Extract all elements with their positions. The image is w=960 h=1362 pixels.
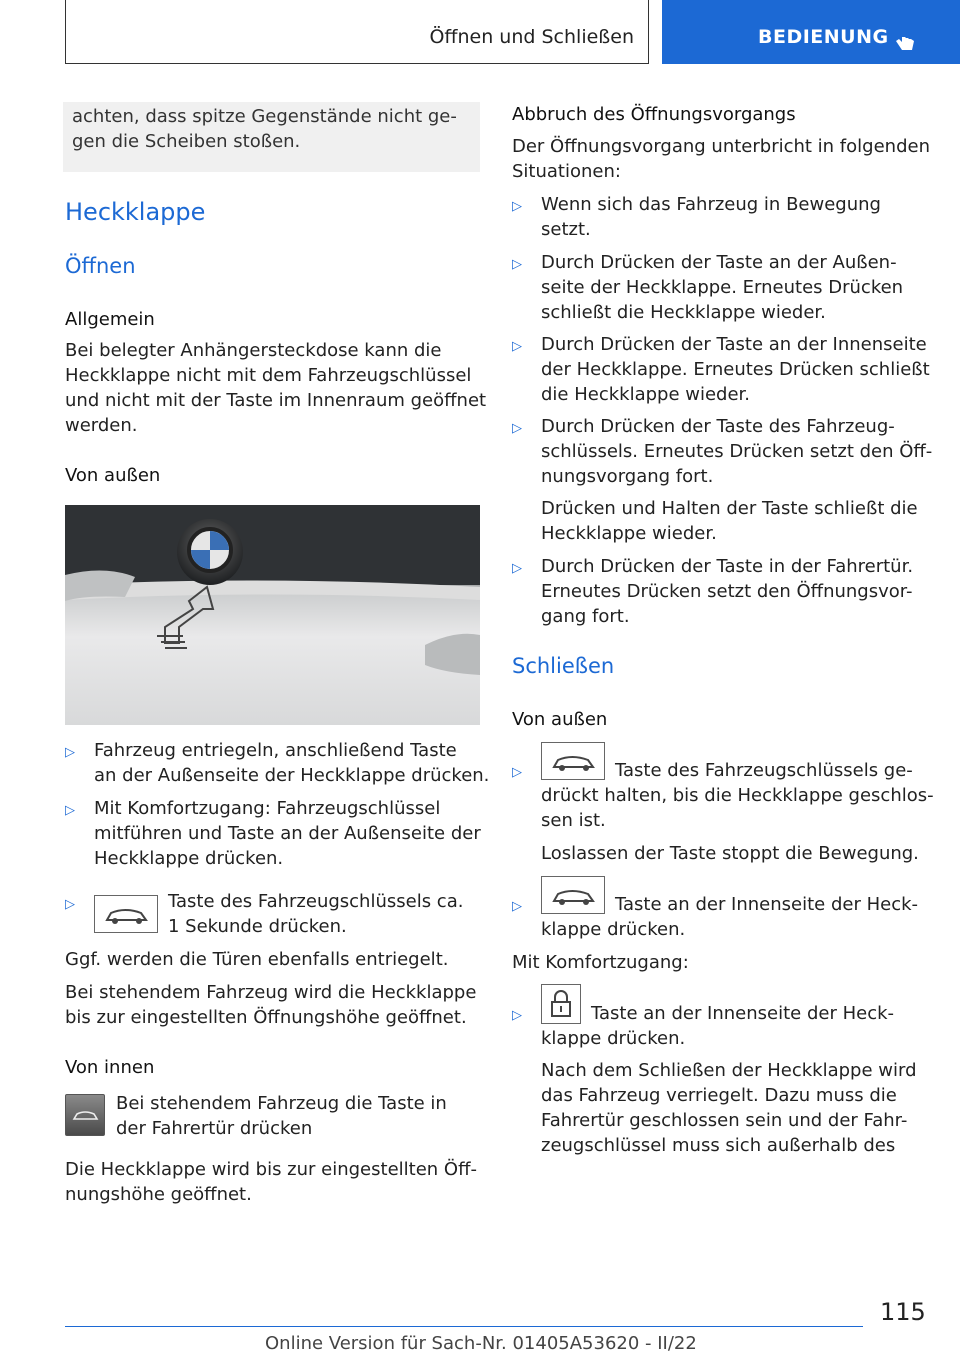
bullet-triangle-icon: ▷: [512, 765, 522, 780]
ggf-text: Ggf. werden die Türen ebenfalls entriegelt.: [65, 949, 449, 970]
left-bullet2-line-1: Mit Komfortzugang: Fahrzeugschlüssel: [94, 798, 441, 819]
right-b5-line-3: gang fort.: [541, 606, 630, 627]
hand-pointer-icon: [894, 28, 916, 54]
note-line-1: achten, dass spitze Gegenstände nicht ge-: [72, 106, 457, 127]
right-b4-line-3: nungsvorgang fort.: [541, 466, 714, 487]
bullet-triangle-icon: ▷: [512, 1008, 522, 1023]
s3-extra-3: Fahrertür geschlossen sein und der Fahr-: [541, 1110, 908, 1131]
stehend-line-2: bis zur eingestellten Öffnungshöhe geöffnet.: [65, 1007, 467, 1028]
right-b4-extra-1: Drücken und Halten der Taste schließt die: [541, 498, 918, 519]
bullet-triangle-icon: ▷: [65, 745, 75, 760]
s3-line-2: klappe drücken.: [541, 1028, 686, 1049]
s2-line-2: klappe drücken.: [541, 919, 686, 940]
chapter-tab[interactable]: [662, 0, 960, 64]
left-bullet2-line-3: Heckklappe drücken.: [94, 848, 284, 869]
heading-schliessen: Schließen: [512, 654, 615, 678]
komfort-text: Mit Komfortzugang:: [512, 952, 689, 973]
left-bullet1-line-1: Fahrzeug entriegeln, anschließend Taste: [94, 740, 457, 761]
heading-oeffnen: Öffnen: [65, 254, 136, 278]
chapter-title: BEDIENUNG: [758, 26, 889, 48]
right-b4-line-1: Durch Drücken der Taste des Fahrzeug-: [541, 416, 895, 437]
stehend-line-1: Bei stehendem Fahrzeug wird die Heckklappe: [65, 982, 477, 1003]
s1-line-2: drückt halten, bis die Heckklappe geschlos-: [541, 785, 934, 806]
bullet-triangle-icon: ▷: [512, 199, 522, 214]
bullet-triangle-icon: ▷: [512, 421, 522, 436]
result-line-2: nungshöhe geöffnet.: [65, 1184, 252, 1205]
heading-von-aussen-right: Von außen: [512, 709, 608, 730]
s1-line-3: sen ist.: [541, 810, 606, 831]
heading-von-innen: Von innen: [65, 1057, 155, 1078]
bullet-triangle-icon: ▷: [512, 899, 522, 914]
right-b4-extra-2: Heckklappe wieder.: [541, 523, 717, 544]
note-line-2: gen die Scheiben stoßen.: [72, 131, 301, 152]
right-b4-line-2: schlüssels. Erneutes Drücken setzt den Öff-: [541, 441, 933, 462]
abbruch-line-2: Situationen:: [512, 161, 621, 182]
heading-allgemein: Allgemein: [65, 309, 155, 330]
heading-heckklappe: Heckklappe: [65, 198, 206, 226]
right-b5-line-2: Erneutes Drücken setzt den Öffnungsvor-: [541, 581, 913, 602]
bullet-triangle-icon: ▷: [65, 803, 75, 818]
right-b1-line-1: Wenn sich das Fahrzeug in Bewegung: [541, 194, 881, 215]
right-b2-line-3: schließt die Heckklappe wieder.: [541, 302, 826, 323]
left-bullet1-line-2: an der Außenseite der Heckklappe drücken.: [94, 765, 490, 786]
heading-von-aussen-left: Von außen: [65, 465, 161, 486]
result-line-1: Die Heckklappe wird bis zur eingestellten Öff-: [65, 1159, 477, 1180]
key-tailgate-button-icon: [541, 742, 605, 780]
allgemein-line-4: werden.: [65, 415, 138, 436]
innen-line-1: Bei stehendem Fahrzeug die Taste in: [116, 1093, 447, 1114]
allgemein-line-1: Bei belegter Anhängersteckdose kann die: [65, 340, 442, 361]
allgemein-line-2: Heckklappe nicht mit dem Fahrzeugschlüssel: [65, 365, 472, 386]
header-section-box: [65, 0, 649, 64]
bullet-triangle-icon: ▷: [512, 561, 522, 576]
tailgate-illustration: [65, 505, 480, 725]
page-number: 115: [880, 1298, 926, 1326]
right-b1-line-2: setzt.: [541, 219, 591, 240]
right-b3-line-2: der Heckklappe. Erneutes Drücken schließt: [541, 359, 930, 380]
tailgate-photo: [65, 505, 480, 725]
bullet-triangle-icon: ▷: [512, 339, 522, 354]
right-b2-line-2: seite der Heckklappe. Erneutes Drücken: [541, 277, 904, 298]
right-b2-line-1: Durch Drücken der Taste an der Außen-: [541, 252, 897, 273]
abbruch-line-1: Der Öffnungsvorgang unterbricht in folgenden: [512, 136, 930, 157]
s3-line-1: Taste an der Innenseite der Heck-: [591, 1003, 895, 1024]
tailgate-button-icon: [541, 876, 605, 914]
bullet-triangle-icon: ▷: [65, 897, 75, 912]
allgemein-line-3: und nicht mit der Taste im Innenraum geöffnet: [65, 390, 487, 411]
right-b3-line-3: die Heckklappe wieder.: [541, 384, 751, 405]
heading-abbruch: Abbruch des Öffnungsvorgangs: [512, 104, 796, 125]
door-tailgate-button-icon: [65, 1094, 105, 1136]
right-b3-line-1: Durch Drücken der Taste an der Innenseite: [541, 334, 927, 355]
s3-extra-1: Nach dem Schließen der Heckklappe wird: [541, 1060, 917, 1081]
innen-line-2: der Fahrertür drücken: [116, 1118, 313, 1139]
footer-divider: [65, 1326, 863, 1327]
left-bullet2-line-2: mitführen und Taste an der Außenseite der: [94, 823, 481, 844]
s1-extra: Loslassen der Taste stoppt die Bewegung.: [541, 843, 919, 864]
s3-extra-2: das Fahrzeug verriegelt. Dazu muss die: [541, 1085, 897, 1106]
s1-line-1: Taste des Fahrzeugschlüssels ge-: [615, 760, 913, 781]
lock-button-icon: [541, 984, 581, 1024]
s3-extra-4: zeugschlüssel muss sich außerhalb des: [541, 1135, 896, 1156]
section-title: Öffnen und Schließen: [429, 26, 634, 48]
key-tailgate-button-icon: [94, 895, 158, 933]
right-b5-line-1: Durch Drücken der Taste in der Fahrertür.: [541, 556, 914, 577]
bullet-triangle-icon: ▷: [512, 257, 522, 272]
footer-online-version: Online Version für Sach-Nr. 01405A53620 - II/22: [265, 1333, 697, 1354]
s2-line-1: Taste an der Innenseite der Heck-: [615, 894, 919, 915]
left-bullet3-line-2: 1 Sekunde drücken.: [168, 916, 347, 937]
left-bullet3-line-1: Taste des Fahrzeugschlüssels ca.: [168, 891, 464, 912]
